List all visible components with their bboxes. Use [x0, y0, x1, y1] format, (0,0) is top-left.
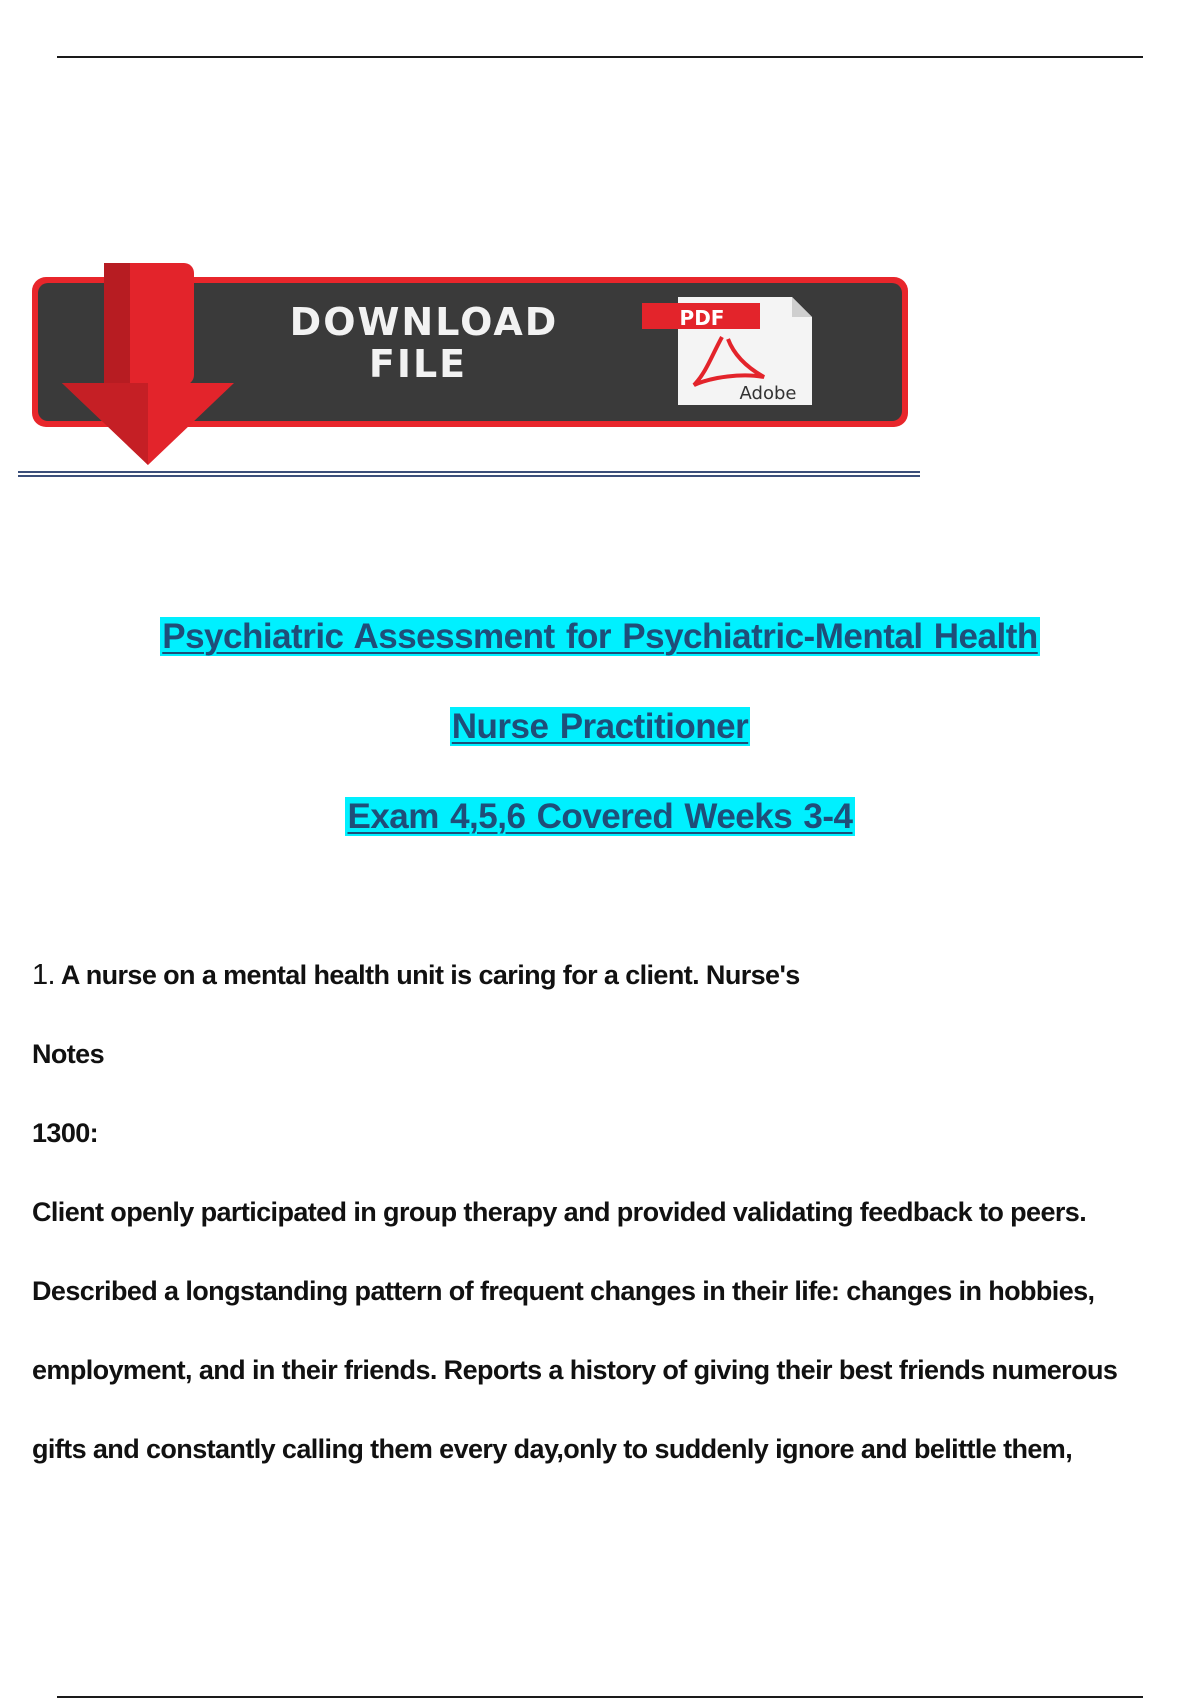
page-bottom-rule	[57, 1696, 1143, 1698]
question-number: 1.	[32, 959, 55, 991]
title-text[interactable]: Nurse Practitioner	[451, 707, 749, 746]
question-line: employment, and in their friends. Reports a history of giving their best friends numerous	[32, 1355, 1118, 1385]
pdf-tag: PDF	[679, 306, 725, 330]
title-line-1	[0, 612, 1200, 702]
banner-underline	[18, 471, 920, 477]
question-line: 1300:	[32, 1118, 99, 1148]
adobe-label: Adobe	[739, 383, 797, 404]
title-text[interactable]: Exam 4,5,6 Covered Weeks 3-4	[347, 797, 853, 836]
question-line: Client openly participated in group therapy and provided validating feedback to peers.	[32, 1197, 1087, 1227]
question-body	[32, 945, 1192, 1498]
banner-line2: FILE	[368, 342, 468, 386]
question-line: gifts and constantly calling them every day,only to suddenly ignore and belittle them,	[32, 1434, 1073, 1464]
title-line-3	[0, 792, 1200, 882]
document-title	[0, 612, 1200, 882]
question-line: Described a longstanding pattern of frequent changes in their life: changes in hobbies,	[32, 1276, 1095, 1306]
page-top-rule	[57, 56, 1143, 58]
question-line: Notes	[32, 1039, 105, 1069]
title-text[interactable]: Psychiatric Assessment for Psychiatric-Mental Health	[162, 617, 1038, 656]
title-line-2	[0, 702, 1200, 792]
question-line	[32, 945, 1192, 1024]
download-file-banner[interactable]	[22, 255, 922, 475]
question-text: A nurse on a mental health unit is caring for a client. Nurse's	[60, 960, 800, 990]
download-banner-graphic[interactable]	[22, 255, 922, 475]
banner-line1: DOWNLOAD	[289, 300, 559, 344]
